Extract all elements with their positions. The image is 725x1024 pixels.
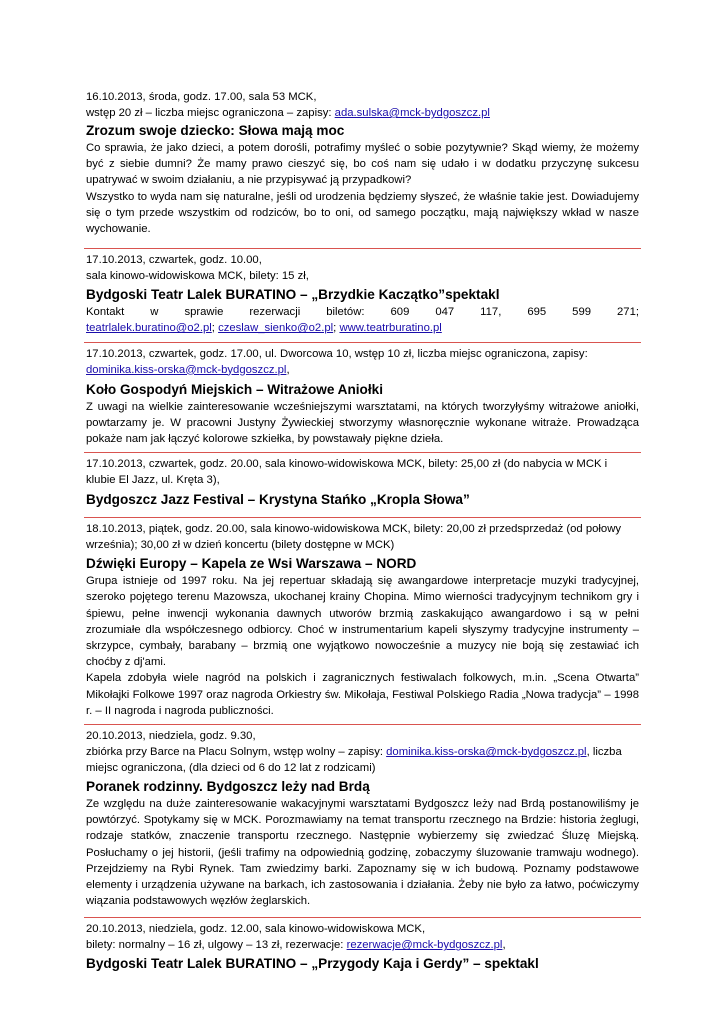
event-details-text: wstęp 20 zł – liczba miejsc ograniczona – zapisy:	[86, 107, 335, 119]
event-title: Dźwięki Europy – Kapela ze Wsi Warszawa – NORD	[86, 556, 417, 572]
contact-text: Kontakt w sprawie rezerwacji biletów: 609 047 117, 695 599 271;	[86, 306, 639, 319]
event-zrozum-swoje-dziecko	[86, 89, 639, 237]
event-date: 16.10.2013, środa, godz. 17.00, sala 53 MCK,	[86, 91, 317, 103]
event-contact	[86, 304, 639, 336]
event-details-text: , liczba miejsc ograniczona, (dla dzieci od 6 do 12 lat z rodzicami)	[86, 746, 622, 775]
event-description: Z uwagi na wielkie zainteresowanie wcześniejszymi warsztatami, na których tworzyłyśmy witrażowe aniołki, powtarzamy je. W pracowni Justyny Żywieckiej stworzymy własnoręcznie wykonane witraże. Prowadząca pokaże nam jak łączyć kolorowe szkiełka, by powstawały piękne dzieła.	[86, 400, 639, 446]
email-link[interactable]: dominika.kiss-orska@mck-bydgoszcz.pl	[86, 363, 287, 376]
email-link[interactable]: ada.sulska@mck-bydgoszcz.pl	[334, 107, 490, 119]
event-date: 17.10.2013, czwartek, godz. 10.00,	[86, 254, 262, 267]
link-separator: ;	[333, 322, 340, 335]
event-details-text: ,	[502, 939, 506, 952]
event-date: 20.10.2013, niedziela, godz. 9.30,	[86, 730, 256, 743]
event-details	[86, 937, 639, 953]
event-title: Bydgoszcz Jazz Festival – Krystyna Stańko „Kropla Słowa”	[86, 492, 470, 508]
event-description: Grupa istnieje od 1997 roku. Na jej repertuar składają się awangardowe interpretacje muzyki tradycyjnej, szeroko pojętego terenu Mazowsza, ukochanej krainy Chopina. Mimo wierności tradycyjnym technikom gry i śpiewu, pełne inwencji wykonania dawnych utworów brzmią zaskakująco awangardowo i są w pełni zrozumiałe dla współczesnego odbiorcy. Choć w instrumentarium kapeli słyszymy tradycyjne instrumenty – skrzypce, cymbały, barabany – brzmią one wyjątkowo nowocześnie a muzycy nie boją się zestawiać ich choćby z dj'ami.	[86, 575, 639, 669]
event-details	[86, 105, 639, 121]
event-jazz-festival	[86, 453, 639, 509]
link-suffix: ,	[286, 363, 290, 376]
event-title: Koło Gospodyń Miejskich – Witrażowe Aniołki	[86, 381, 383, 397]
event-details	[86, 744, 639, 776]
document-page	[86, 89, 639, 973]
link-separator: ;	[211, 322, 215, 335]
event-description: Co sprawia, że jako dzieci, a potem dorośli, potrafimy myśleć o sobie pozytywnie? Skąd wiemy, że możemy być z siebie dumni? Że mamy prawo cieszyć się, bo coś nam się udało i w dodatku przyczynę sukcesu upatrywać w swoim działaniu, a nie przypisywać ją przypadkowi?	[86, 142, 639, 187]
email-link[interactable]: dominika.kiss-orska@mck-bydgoszcz.pl	[386, 746, 587, 759]
event-witrazowe-aniolki	[86, 343, 639, 448]
event-title: Poranek rodzinny. Bydgoszcz leży nad Brdą	[86, 779, 370, 795]
email-link[interactable]: teatrlalek.buratino@o2.pl	[86, 322, 212, 335]
event-description: Wszystko to wyda nam się naturalne, jeśli od urodzenia będziemy słyszeć, że właśnie takie jest. Dowiadujemy się o tym przede wszystkim od rodziców, bo to oni, od samego początku, mają największy wkład w nasze wychowanie.	[86, 190, 639, 236]
event-date: 17.10.2013, czwartek, godz. 17.00, ul. Dworcowa 10, wstęp 10 zł, liczba miejsc ograniczona, zapisy:	[86, 347, 588, 360]
event-title: Bydgoski Teatr Lalek BURATINO – „Przygody Kaja i Gerdy” – spektakl	[86, 956, 539, 972]
event-details	[86, 362, 639, 378]
event-title: Bydgoski Teatr Lalek BURATINO – „Brzydkie Kaczątko”spektakl	[86, 287, 500, 303]
event-dzwieki-europy	[86, 518, 639, 719]
event-description: Kapela zdobyła wiele nagród na polskich i zagranicznych festiwalach folkowych, m.in. „Scena Otwarta” Mikołajki Folkowe 1997 oraz nagroda Orkiestry św. Mikołaja, Festiwal Polskiego Radia „Nowa tradycja” – 1998 r. – II nagroda i nagroda publiczności.	[86, 672, 639, 717]
event-przygody-kaja-i-gerdy	[86, 918, 639, 973]
event-brzydkie-kaczatko	[86, 249, 639, 336]
email-link[interactable]: rezerwacje@mck-bydgoszcz.pl	[346, 939, 503, 952]
event-description: Ze względu na duże zainteresowanie wakacyjnymi warsztatami Bydgoszcz leży nad Brdą postanowiliśmy je powtórzyć. Spotykamy się w MCK. Porozmawiamy na temat transportu rzecznego na Brdzie: historia żeglugi, rodzaje statków, znaczenie transportu rzecznego. Następnie wybierzemy się zwiedzać Śluzę Miejską. Posłuchamy o jej historii, (jeśli trafimy na odpowiednią godzinę, zobaczymy śluzowanie tramwaju wodnego). Przejdziemy na Rybi Rynek. Tam zwiedzimy barki. Zapoznamy się w ich budową. Poznamy podstawowe elementy i urządzenia używane na barkach, ich zastosowania i działania. Żeby nie było za łatwo, poćwiczymy wiązania podstawowych węzłów żeglarskich.	[86, 798, 639, 908]
event-title: Zrozum swoje dziecko: Słowa mają moc	[86, 123, 345, 138]
event-details: sala kinowo-widowiskowa MCK, bilety: 15 zł,	[86, 270, 309, 283]
event-date: 17.10.2013, czwartek, godz. 20.00, sala kinowo-widowiskowa MCK, bilety: 25,00 zł (do nabycia w MCK i klubie El Jazz, ul. Kręta 3),	[86, 458, 608, 487]
event-details-text: zbiórka przy Barce na Placu Solnym, wstęp wolny – zapisy:	[86, 746, 387, 759]
event-date: 18.10.2013, piątek, godz. 20.00, sala kinowo-widowiskowa MCK, bilety: 20,00 zł przedsprzedaż (od połowy września); 30,00 zł w dzień koncertu (bilety dostępne w MCK)	[86, 523, 622, 552]
website-link[interactable]: www.teatrburatino.pl	[339, 322, 442, 335]
event-date: 20.10.2013, niedziela, godz. 12.00, sala kinowo-widowiskowa MCK,	[86, 923, 426, 936]
event-details-text: bilety: normalny – 16 zł, ulgowy – 13 zł, rezerwacje:	[86, 939, 347, 952]
event-poranek-rodzinny	[86, 725, 639, 909]
email-link[interactable]: czeslaw_sienko@o2.pl	[218, 322, 334, 335]
